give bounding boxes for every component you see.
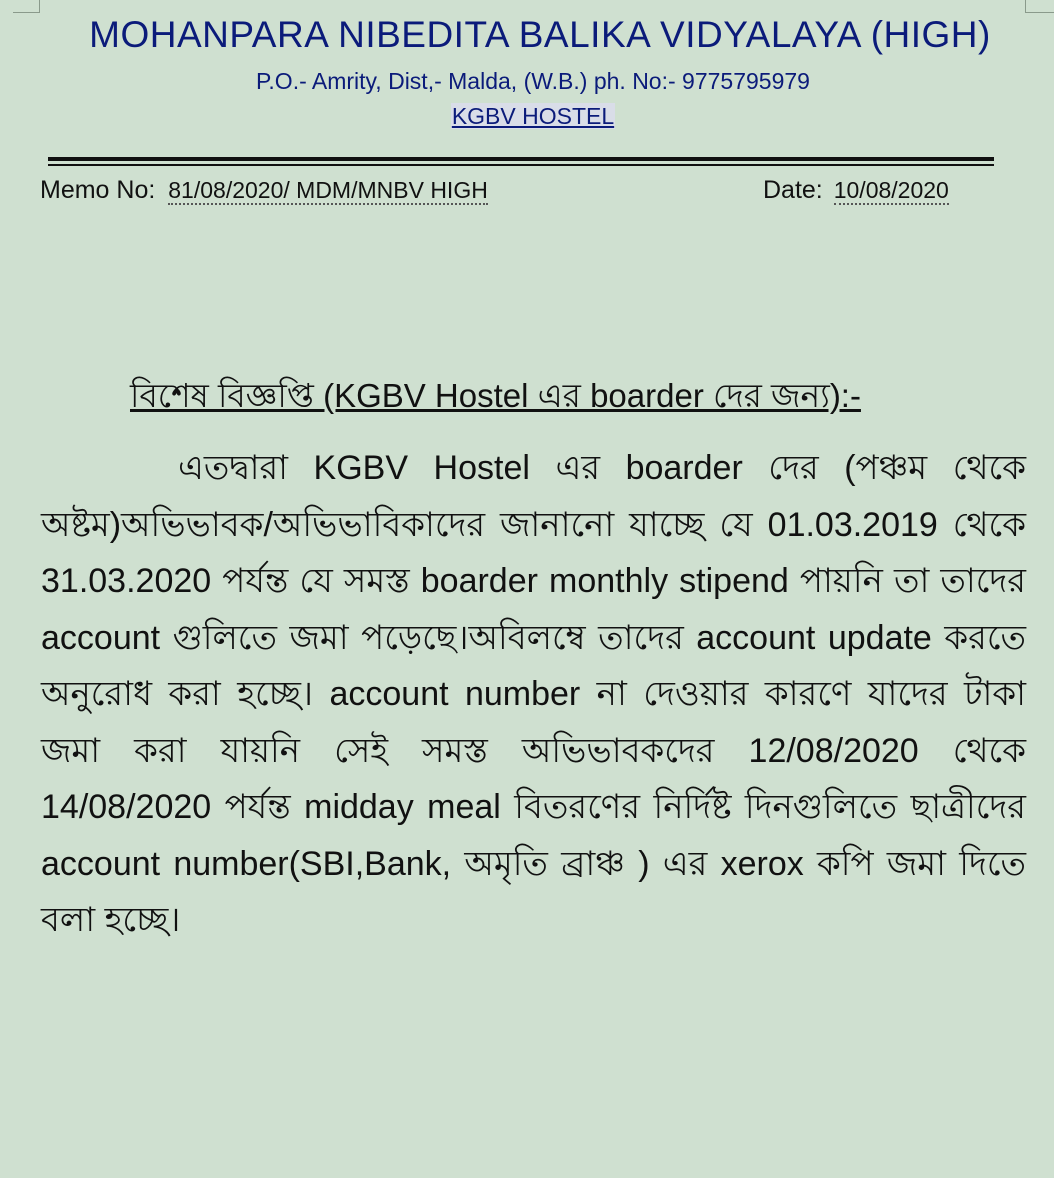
- school-name: MOHANPARA NIBEDITA BALIKA VIDYALAYA (HIGH): [89, 14, 991, 55]
- memo-label: Memo No:: [40, 176, 156, 204]
- date-field: [763, 176, 949, 205]
- header-divider-thin: [48, 164, 994, 166]
- hostel-title-text: KGBV HOSTEL: [451, 103, 615, 129]
- page-corner-mark-right: [1025, 0, 1054, 13]
- school-address: P.O.- Amrity, Dist,- Malda, (W.B.) ph. No:- 9775795979: [256, 68, 810, 94]
- date-value: 10/08/2020: [833, 177, 949, 203]
- memo-number: 81/08/2020/ MDM/MNBV HIGH: [168, 177, 488, 203]
- header-divider-thick: [48, 157, 994, 161]
- notice-heading: বিশেষ বিজ্ঞপ্তি (KGBV Hostel এর boarder দের জন্য):-: [130, 377, 861, 414]
- date-label: Date:: [763, 176, 823, 204]
- hostel-title: [0, 103, 1054, 130]
- memo-row: [40, 176, 990, 205]
- notice-body: এতদ্বারা KGBV Hostel এর boarder দের (পঞ্চম থেকে অষ্টম)অভিভাবক/অভিভাবিকাদের জানানো যাচ্ছে যে 01.03.2019 থেকে 31.03.2020 পর্যন্ত যে সমস্ত boarder monthly stipend পায়নি তা তাদের account গুলিতে জমা পড়েছে।অবিলম্বে তাদের account update করতে অনুরোধ করা হচ্ছে। account number না দেওয়ার কারণে যাদের টাকা জমা করা যায়নি সেই সমস্ত অভিভাবকদের 12/08/2020 থেকে 14/08/2020 পর্যন্ত midday meal বিতরণের নির্দিষ্ট দিনগুলিতে ছাত্রীদের account number(SBI,Bank, অমৃতি ব্রাঞ্চ ) এর xerox কপি জমা দিতে বলা হচ্ছে।: [41, 449, 1026, 939]
- page-corner-mark-left: [13, 0, 40, 13]
